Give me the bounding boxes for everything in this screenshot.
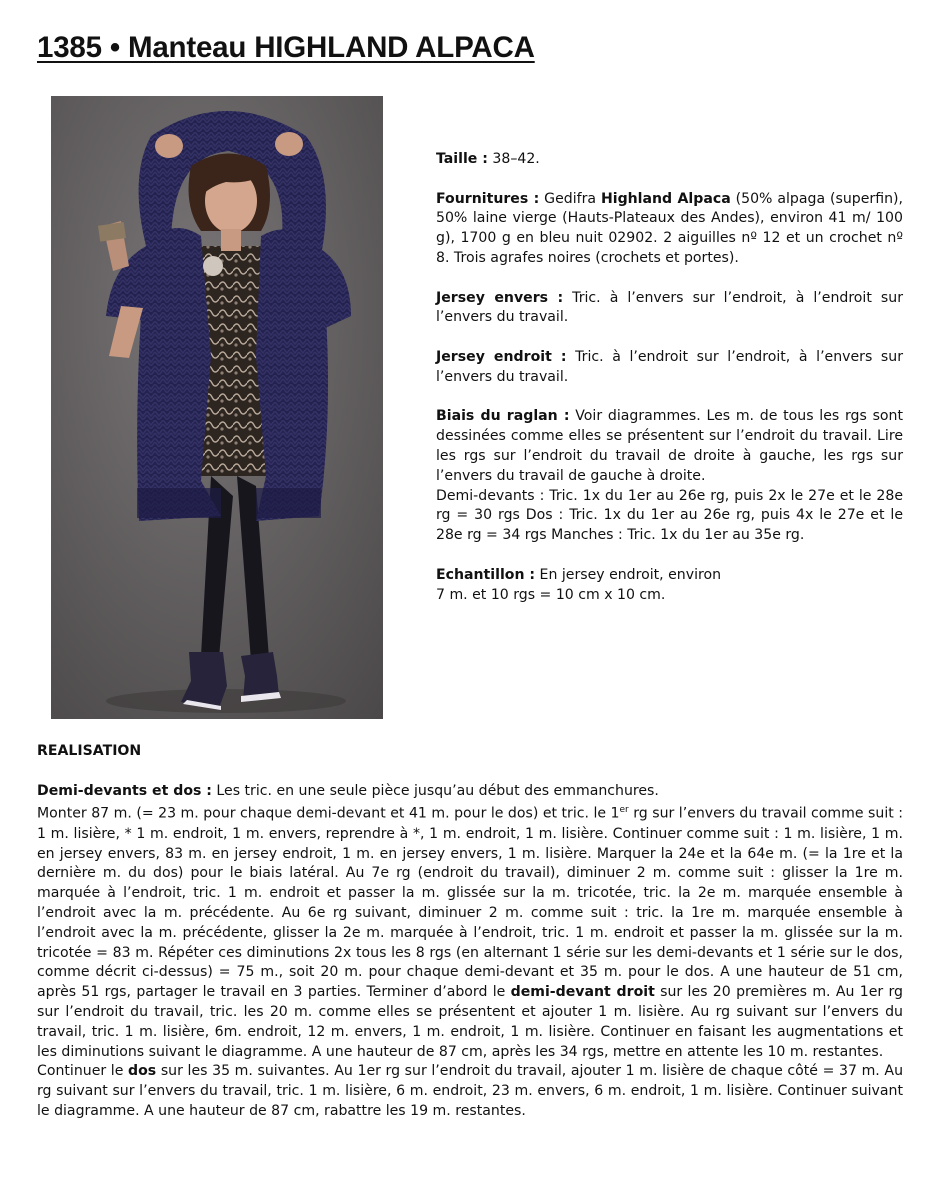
spec-jersey-endroit	[436, 348, 903, 388]
jersey-envers-label: Jersey envers :	[436, 289, 564, 306]
para2-text-b: sur les 35 m. suivantes. Au 1er rg sur l’endroit du travail, ajouter 1 m. lisière de chaque côté = 37 m. Au rg suivant sur l’envers du travail, tric. 1 m. lisière, 6 m. endroit, 23 m. envers, 6 m. endroit, 1 m. lisière. Continuer suivant le diagramme. A une hauteur de 87 cm, rabattre les 19 m. restantes.	[37, 1063, 903, 1120]
realisation-heading: REALISATION	[37, 743, 142, 759]
spec-taille	[436, 150, 903, 170]
dos-label: dos	[128, 1063, 157, 1080]
echantillon-label: Echantillon :	[436, 566, 536, 583]
realisation-paragraph-1	[37, 801, 903, 1062]
echantillon-text-2: 7 m. et 10 rgs = 10 cm x 10 cm.	[436, 586, 666, 603]
jersey-endroit-label: Jersey endroit :	[436, 348, 567, 365]
spec-fournitures	[436, 190, 903, 269]
model-in-hooded-knit-coat-photo	[51, 96, 383, 719]
demi-devants-label: Demi-devants et dos :	[37, 782, 212, 799]
biais-label: Biais du raglan :	[436, 408, 570, 425]
para1-text-b: rg sur l’envers du travail comme suit : 1 m. lisière, * 1 m. endroit, 1 m. envers, reprendre à *, 1 m. endroit, 1 m. lisière. Continuer comme suit : 1 m. lisière, 1 m. en jersey envers, 83 m. en jersey endroit, 1 m. en jersey envers, 1 m. lisière. Marquer la 24e et la 64e m. (= la 1re et la dernière m. du dos) pour le biais latéral. Au 7e rg (endroit du travail), diminuer 2 m. comme suit : glisser la 1re m. marquée à l’endroit, tric. 1 m. endroit et passer la m. glissée sur la m. tricotée, tric. la 2e m. marquée ensemble à l’endroit avec la m. précédente. Au 6e rg suivant, diminuer 2 m. comme suit : tric. la 1re m. marquée ensemble à l’endroit avec la m. précédente, glisser la 2e m. marquée à l’endroit, tric. 1 m. endroit et passer la m. glissée sur la m. tricotée = 83 m. Répéter ces diminutions 2x tous les 8 rgs (en alternant 1 série sur les demi-devants et 1 série sur le dos, comme décrit ci-dessus) = 75 m., soit 20 m. pour chaque demi-devant et 35 m. pour le dos. A une hauteur de 51 cm, après 51 rgs, partager le travail en 3 parties. Terminer d’abord le	[37, 806, 903, 1001]
realisation-paragraph-2	[37, 1062, 903, 1121]
spec-jersey-envers	[436, 289, 903, 329]
para1-text-a: Monter 87 m. (= 23 m. pour chaque demi-devant et 41 m. pour le dos) et tric. le 1	[37, 806, 620, 823]
fournitures-label: Fournitures :	[436, 190, 540, 207]
biais-text: Voir diagrammes. Les m. de tous les rgs sont dessinées comme elles se présentent sur l’endroit du travail. Lire les rgs sur l’endroit du travail de droite à gauche, les rgs sur l’envers du travail de gauche à droite.	[436, 408, 903, 484]
jersey-endroit-text: Tric. à l’endroit sur l’endroit, à l’envers sur l’envers du travail.	[436, 348, 903, 385]
page-title: 1385 • Manteau HIGHLAND ALPACA	[37, 31, 535, 64]
model-photo	[51, 96, 383, 719]
taille-value: 38–42.	[487, 151, 540, 167]
spec-echantillon	[436, 566, 903, 606]
ordinal-sup: er	[619, 805, 629, 816]
demi-devants-text: Les tric. en une seule pièce jusqu’au début des emmanchures.	[211, 782, 659, 799]
para1-text-c: sur les 20 premières m. Au 1er rg sur l’endroit du travail, tric. les 20 m. comme elles se présentent et ajouter 1 m. lisière. Au rg suivant sur l’envers du travail, tric. 1 m. lisière, 6m. endroit, 12 m. envers, 1 m. endroit, 1 m. lisière. Continuer en faisant les augmentations et les diminutions suivant le diagramme. A une hauteur de 87 cm, après les 34 rgs, mettre en attente les 10 m. restantes.	[37, 984, 904, 1060]
spec-biais-raglan	[436, 407, 903, 546]
para2-text-a: Continuer le	[37, 1063, 129, 1080]
fournitures-text-a: Gedifra	[539, 190, 601, 207]
fournitures-text-b: (50% alpaga (superfin), 50% laine vierge (Hauts-Plateaux des Andes), environ 41 m/ 100 g), 1700 g en bleu nuit 02902. 2 aiguilles nº 12 et un crochet nº 8. Trois agrafes noires (crochets et portes).	[436, 190, 903, 266]
taille-label: Taille :	[436, 151, 488, 167]
demi-devant-droit-label: demi-devant droit	[510, 984, 655, 1001]
echantillon-text: En jersey endroit, environ	[535, 566, 722, 583]
biais-text-2: Demi-devants : Tric. 1x du 1er au 26e rg, puis 2x le 27e et le 28e rg = 30 rgs Dos : Tric. 1x du 1er au 26e rg, puis 4x le 27e et le 28e rg = 34 rgs Manches : Tric. 1x du 1er au 35e rg.	[436, 487, 903, 544]
jersey-envers-text: Tric. à l’envers sur l’endroit, à l’endroit sur l’envers du travail.	[436, 289, 903, 326]
realisation-section	[37, 742, 903, 1122]
specifications	[436, 150, 903, 625]
realisation-intro	[37, 782, 903, 802]
fournitures-yarn: Highland Alpaca	[600, 190, 731, 207]
